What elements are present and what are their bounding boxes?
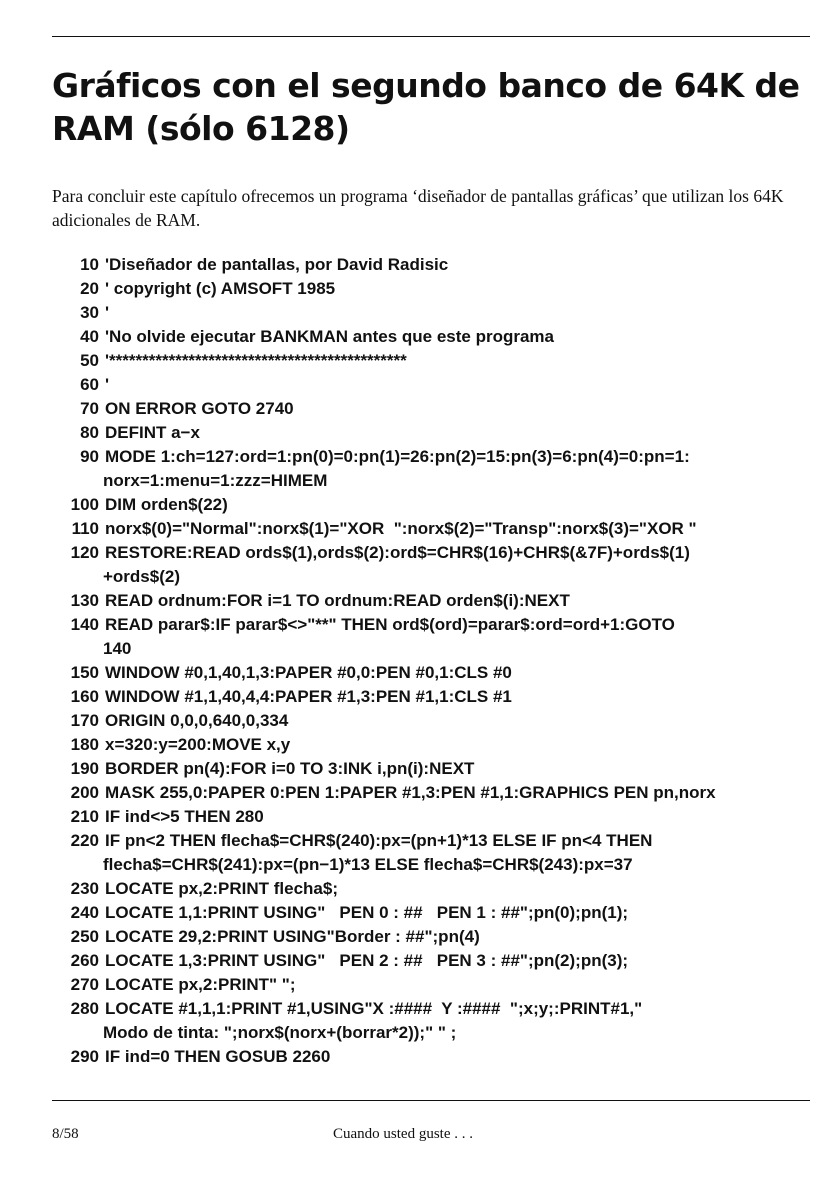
- code-text: RESTORE:READ ords$(1),ords$(2):ord$=CHR$(16)+CHR$(&7F)+ords$(1): [105, 543, 690, 562]
- listing-line-main: [60, 325, 820, 349]
- code-text: READ parar$:IF parar$<>"**" THEN ord$(ord)=parar$:ord=ord+1:GOTO: [105, 615, 675, 634]
- title-line-1: Gráficos con el segundo banco de 64K de: [52, 66, 800, 105]
- line-number: 260: [70, 951, 99, 970]
- line-number: 130: [70, 591, 99, 610]
- line-number: 250: [70, 927, 99, 946]
- code-text: IF ind<>5 THEN 280: [105, 807, 264, 826]
- listing-line-main: [60, 277, 820, 301]
- line-number: 220: [70, 831, 99, 850]
- code-text: LOCATE 1,1:PRINT USING" PEN 0 : ## PEN 1 : ##";pn(0);pn(1);: [105, 903, 629, 922]
- listing-line: [60, 997, 820, 1045]
- listing-line: [60, 781, 820, 805]
- listing-line: [60, 1045, 820, 1069]
- listing-line: [60, 325, 820, 349]
- code-text: LOCATE #1,1,1:PRINT #1,USING"X :#### Y :#### ";x;y;:PRINT#1,": [105, 999, 643, 1018]
- listing-line: [60, 277, 820, 301]
- page-number: 8/58: [52, 1126, 79, 1142]
- code-continuation: norx=1:menu=1:zzz=HIMEM: [103, 471, 328, 490]
- listing-line-main: [60, 997, 820, 1021]
- listing-line-main: [60, 493, 820, 517]
- listing-line-main: [60, 709, 820, 733]
- code-text: WINDOW #0,1,40,1,3:PAPER #0,0:PEN #0,1:CLS #0: [105, 663, 512, 682]
- line-number: 190: [70, 759, 99, 778]
- line-number: 210: [70, 807, 99, 826]
- listing-line: [60, 253, 820, 277]
- line-number: 80: [80, 423, 99, 442]
- line-number: 50: [80, 351, 99, 370]
- top-rule: [52, 36, 810, 37]
- listing-line-main: [60, 901, 820, 925]
- listing-line-main: [60, 517, 820, 541]
- line-number: 100: [70, 495, 99, 514]
- listing-line-main: [60, 733, 820, 757]
- line-number: 160: [70, 687, 99, 706]
- line-number: 290: [70, 1047, 99, 1066]
- line-number: 200: [70, 783, 99, 802]
- code-text: BORDER pn(4):FOR i=0 TO 3:INK i,pn(i):NEXT: [105, 759, 475, 778]
- listing-line-main: [60, 349, 820, 373]
- listing-line: [60, 421, 820, 445]
- listing-line-main: [60, 397, 820, 421]
- listing-line-main: [60, 661, 820, 685]
- line-number: 140: [70, 615, 99, 634]
- line-number: 60: [80, 375, 99, 394]
- listing-line: [60, 589, 820, 613]
- listing-line: [60, 685, 820, 709]
- line-number: 180: [70, 735, 99, 754]
- code-text: IF ind=0 THEN GOSUB 2260: [105, 1047, 331, 1066]
- listing-line: [60, 733, 820, 757]
- code-text: MASK 255,0:PAPER 0:PEN 1:PAPER #1,3:PEN #1,1:GRAPHICS PEN pn,norx: [105, 783, 716, 802]
- listing-line: [60, 709, 820, 733]
- listing-line-main: [60, 925, 820, 949]
- listing-line-main: [60, 973, 820, 997]
- code-text: 'No olvide ejecutar BANKMAN antes que este programa: [105, 327, 554, 346]
- title-line-2: RAM (sólo 6128): [52, 109, 350, 148]
- code-text: DEFINT a−x: [105, 423, 200, 442]
- line-number: 170: [70, 711, 99, 730]
- code-continuation: 140: [103, 639, 132, 658]
- listing-line-main: [60, 421, 820, 445]
- listing-line: [60, 517, 820, 541]
- code-text: x=320:y=200:MOVE x,y: [105, 735, 291, 754]
- code-text: 'Diseñador de pantallas, por David Radisic: [105, 255, 449, 274]
- program-listing: [60, 253, 820, 1069]
- code-text: ': [105, 303, 110, 322]
- listing-line: [60, 493, 820, 517]
- code-text: norx$(0)="Normal":norx$(1)="XOR ":norx$(2)="Transp":norx$(3)="XOR ": [105, 519, 697, 538]
- code-text: WINDOW #1,1,40,4,4:PAPER #1,3:PEN #1,1:CLS #1: [105, 687, 512, 706]
- line-number: 40: [80, 327, 99, 346]
- listing-line-main: [60, 253, 820, 277]
- line-number: 30: [80, 303, 99, 322]
- code-text: ON ERROR GOTO 2740: [105, 399, 294, 418]
- code-text: LOCATE px,2:PRINT flecha$;: [105, 879, 338, 898]
- footer-text: Cuando usted guste . . .: [333, 1126, 473, 1142]
- listing-line: [60, 613, 820, 661]
- code-continuation: Modo de tinta: ";norx$(norx+(borrar*2));" " ;: [103, 1023, 457, 1042]
- listing-line: [60, 805, 820, 829]
- code-text: '*********************************************: [105, 351, 407, 370]
- listing-line: [60, 901, 820, 925]
- listing-line: [60, 829, 820, 877]
- listing-line: [60, 373, 820, 397]
- listing-line: [60, 349, 820, 373]
- code-text: DIM orden$(22): [105, 495, 228, 514]
- line-number: 10: [80, 255, 99, 274]
- line-number: 20: [80, 279, 99, 298]
- listing-line: [60, 949, 820, 973]
- code-text: ' copyright (c) AMSOFT 1985: [105, 279, 336, 298]
- listing-line-main: [60, 829, 820, 853]
- listing-line: [60, 661, 820, 685]
- listing-line-main: [60, 781, 820, 805]
- line-number: 150: [70, 663, 99, 682]
- code-text: READ ordnum:FOR i=1 TO ordnum:READ orden$(i):NEXT: [105, 591, 570, 610]
- listing-line: [60, 541, 820, 589]
- page-title: [52, 64, 812, 150]
- code-text: LOCATE px,2:PRINT" ";: [105, 975, 296, 994]
- line-number: 110: [71, 519, 99, 538]
- listing-line-main: [60, 757, 820, 781]
- line-number: 120: [70, 543, 99, 562]
- bottom-rule: [52, 1100, 810, 1101]
- listing-line-main: [60, 301, 820, 325]
- listing-line-main: [60, 541, 820, 565]
- code-text: LOCATE 29,2:PRINT USING"Border : ##";pn(4): [105, 927, 480, 946]
- intro-paragraph: Para concluir este capítulo ofrecemos un programa ‘diseñador de pantallas gráficas’ que utilizan los 64K adicionales de RAM.: [52, 186, 784, 230]
- listing-line-main: [60, 685, 820, 709]
- code-text: ORIGIN 0,0,0,640,0,334: [105, 711, 289, 730]
- listing-line-main: [60, 1045, 820, 1069]
- listing-line: [60, 757, 820, 781]
- listing-line: [60, 925, 820, 949]
- line-number: 280: [70, 999, 99, 1018]
- code-text: MODE 1:ch=127:ord=1:pn(0)=0:pn(1)=26:pn(2)=15:pn(3)=6:pn(4)=0:pn=1:: [105, 447, 690, 466]
- line-number: 70: [80, 399, 99, 418]
- code-text: ': [105, 375, 110, 394]
- listing-line-main: [60, 949, 820, 973]
- code-text: LOCATE 1,3:PRINT USING" PEN 2 : ## PEN 3 : ##";pn(2);pn(3);: [105, 951, 629, 970]
- code-continuation: flecha$=CHR$(241):px=(pn−1)*13 ELSE flecha$=CHR$(243):px=37: [103, 855, 633, 874]
- listing-line: [60, 397, 820, 421]
- line-number: 230: [70, 879, 99, 898]
- code-text: IF pn<2 THEN flecha$=CHR$(240):px=(pn+1)*13 ELSE IF pn<4 THEN: [105, 831, 653, 850]
- line-number: 90: [80, 447, 99, 466]
- line-number: 270: [70, 975, 99, 994]
- listing-line-main: [60, 445, 820, 469]
- listing-line: [60, 301, 820, 325]
- code-continuation: +ords$(2): [103, 567, 180, 586]
- line-number: 240: [70, 903, 99, 922]
- listing-line: [60, 877, 820, 901]
- listing-line-main: [60, 589, 820, 613]
- listing-line-main: [60, 613, 820, 637]
- listing-line-main: [60, 877, 820, 901]
- listing-line: [60, 973, 820, 997]
- listing-line-main: [60, 805, 820, 829]
- listing-line: [60, 445, 820, 493]
- listing-line-main: [60, 373, 820, 397]
